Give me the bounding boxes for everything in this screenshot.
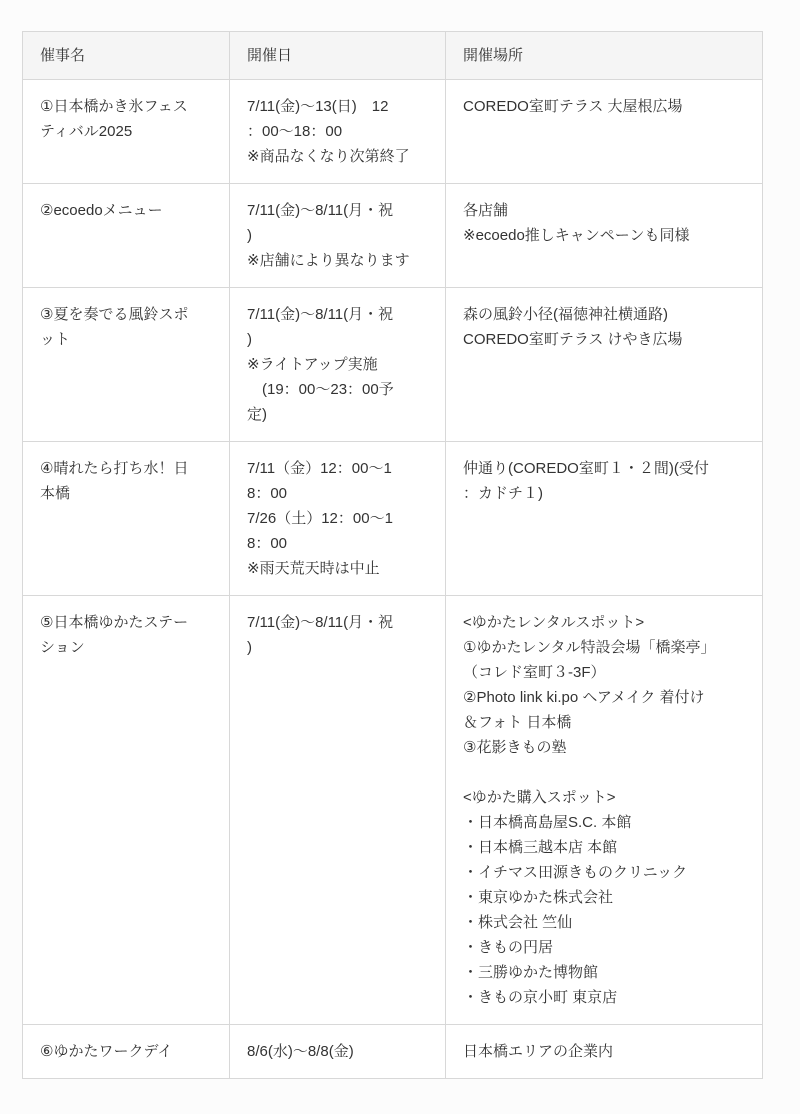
- cell-text-line: 本橋: [40, 485, 71, 502]
- cell-text-line: ・東京ゆかた株式会社: [463, 889, 614, 906]
- cell-text-line: ション: [40, 639, 85, 656]
- cell-text-line: ): [247, 639, 252, 656]
- cell-text-line: 7/11(金)～8/11(月・祝: [247, 306, 394, 323]
- table-row: [23, 442, 763, 596]
- cell-text-line: COREDO室町テラス けやき広場: [463, 331, 683, 348]
- table-body: [23, 80, 763, 1079]
- cell-text-line: ・きもの京小町 東京店: [463, 989, 618, 1006]
- cell-text-line: ティバル2025: [40, 123, 133, 140]
- event-date-cell: [230, 1025, 446, 1079]
- cell-text-line: ・日本橋髙島屋S.C. 本館: [463, 814, 632, 831]
- event-name-cell: [23, 596, 230, 1025]
- table-row: [23, 1025, 763, 1079]
- event-venue-cell: [446, 184, 763, 288]
- cell-text-line: ⑤日本橋ゆかたステー: [40, 614, 189, 631]
- cell-text-line: 7/11(金)～8/11(月・祝: [247, 614, 394, 631]
- cell-text-line: ※ライトアップ実施: [247, 356, 378, 373]
- cell-text-line: ②ecoedoメニュー: [40, 202, 163, 219]
- cell-text-line: ③夏を奏でる風鈴スポ: [40, 306, 189, 323]
- cell-text-line: [463, 760, 745, 785]
- event-date-cell: [230, 80, 446, 184]
- cell-text-line: (19：00～23：00予: [247, 381, 394, 398]
- table-row: [23, 288, 763, 442]
- cell-text-line: ※商品なくなり次第終了: [247, 148, 410, 165]
- cell-text-line: ット: [40, 331, 71, 348]
- cell-text-line: ・イチマス田源きものクリニック: [463, 864, 688, 881]
- cell-text-line: ※雨天荒天時は中止: [247, 560, 380, 577]
- event-name-cell: [23, 184, 230, 288]
- event-venue-cell: [446, 80, 763, 184]
- event-venue-cell: [446, 288, 763, 442]
- table-row: [23, 80, 763, 184]
- cell-text-line: 7/11(金)～13(日) 12: [247, 98, 389, 115]
- event-venue-cell: [446, 442, 763, 596]
- event-name-cell: [23, 288, 230, 442]
- cell-text-line: ⑥ゆかたワークデイ: [40, 1043, 173, 1060]
- cell-text-line: ※ecoedo推しキャンペーンも同様: [463, 227, 690, 244]
- header-row: [23, 32, 763, 80]
- cell-text-line: 仲通り(COREDO室町１・２間)(受付: [463, 460, 709, 477]
- cell-text-line: ※店舗により異なります: [247, 252, 410, 269]
- event-name-cell: [23, 80, 230, 184]
- cell-text-line: ・きもの円居: [463, 939, 554, 956]
- cell-text-line: 定): [247, 406, 267, 423]
- events-table-container: [22, 31, 762, 1079]
- cell-text-line: 8：00: [247, 535, 288, 552]
- event-date-cell: [230, 596, 446, 1025]
- cell-text-line: 日本橋エリアの企業内: [463, 1043, 614, 1060]
- event-date-cell: [230, 442, 446, 596]
- event-date-cell: [230, 184, 446, 288]
- cell-text-line: ③花影きもの塾: [463, 739, 567, 756]
- event-venue-cell: [446, 596, 763, 1025]
- event-name-cell: [23, 1025, 230, 1079]
- cell-text-line: <ゆかた購入スポット>: [463, 789, 616, 806]
- cell-text-line: ④晴れたら打ち水！日: [40, 460, 189, 477]
- event-name-cell: [23, 442, 230, 596]
- table-header: [23, 32, 763, 80]
- cell-text-line: 7/11(金)～8/11(月・祝: [247, 202, 394, 219]
- event-date-cell: [230, 288, 446, 442]
- event-venue-cell: [446, 1025, 763, 1079]
- cell-text-line: ・日本橋三越本店 本館: [463, 839, 618, 856]
- column-header-event-name: 催事名: [23, 32, 230, 80]
- cell-text-line: 各店舗: [463, 202, 509, 219]
- cell-text-line: 8/6(水)～8/8(金): [247, 1043, 354, 1060]
- cell-text-line: 7/26（土）12：00～1: [247, 510, 393, 527]
- column-header-date: 開催日: [230, 32, 446, 80]
- table-row: [23, 184, 763, 288]
- cell-text-line: COREDO室町テラス 大屋根広場: [463, 98, 683, 115]
- cell-text-line: 7/11（金）12：00～1: [247, 460, 392, 477]
- table-row: [23, 596, 763, 1025]
- cell-text-line: 8：00: [247, 485, 288, 502]
- cell-text-line: ①ゆかたレンタル特設会場「橋楽亭」: [463, 639, 716, 656]
- cell-text-line: 森の風鈴小径(福徳神社横通路): [463, 306, 668, 323]
- cell-text-line: ②Photo link ki.po ヘアメイク 着付け: [463, 689, 705, 706]
- cell-text-line: ): [247, 227, 252, 244]
- cell-text-line: ＆フォト 日本橋: [463, 714, 572, 731]
- cell-text-line: ：カドチ１): [463, 485, 543, 502]
- column-header-venue: 開催場所: [446, 32, 763, 80]
- cell-text-line: ①日本橋かき氷フェス: [40, 98, 188, 115]
- events-table: [22, 31, 763, 1079]
- cell-text-line: （コレド室町３-3F）: [463, 664, 606, 681]
- cell-text-line: ・株式会社 竺仙: [463, 914, 573, 931]
- cell-text-line: ・三勝ゆかた博物館: [463, 964, 599, 981]
- cell-text-line: ：00～18：00: [247, 123, 343, 140]
- cell-text-line: <ゆかたレンタルスポット>: [463, 614, 645, 631]
- cell-text-line: ): [247, 331, 252, 348]
